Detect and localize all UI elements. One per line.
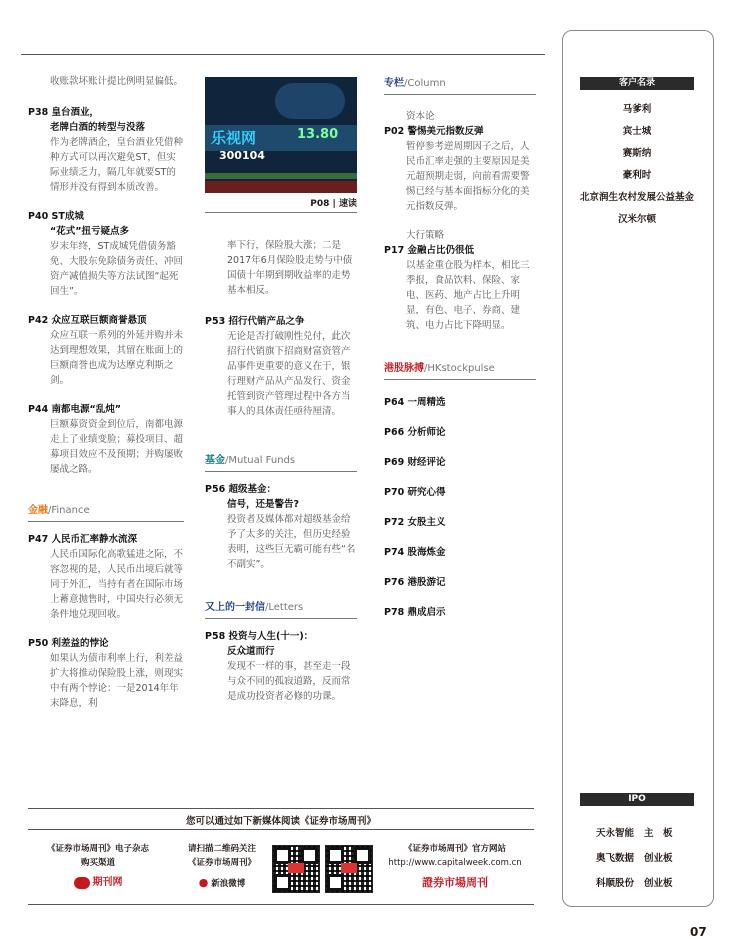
entry-title: 鼎成启示 bbox=[407, 607, 446, 618]
ipo-name: 奥飞数据 bbox=[595, 853, 634, 864]
page-ref: P58 bbox=[205, 631, 226, 642]
ipo-item[interactable] bbox=[572, 875, 706, 889]
section-title-cn: 基金 bbox=[205, 455, 225, 466]
weibo-label: 新浪微博 bbox=[211, 879, 246, 889]
page-ref: P50 bbox=[28, 638, 49, 649]
entry-category: 资本论 bbox=[406, 111, 435, 122]
entry-body: 众应互联一系列的外延并购并未达到理想效果，其留在账面上的巨额商誉也成为达摩克利斯之剑。 bbox=[50, 330, 184, 386]
hk-item[interactable] bbox=[384, 485, 536, 500]
page-ref: P70 bbox=[384, 487, 405, 498]
column-3 bbox=[384, 76, 536, 635]
ipo-board: 创业板 bbox=[644, 878, 673, 889]
entry-title: 女股主义 bbox=[407, 517, 446, 528]
page-ref: P53 bbox=[205, 316, 226, 327]
qr-code-icon[interactable] bbox=[325, 845, 373, 893]
client-item[interactable]: 豪利时 bbox=[622, 170, 652, 181]
ipo-list bbox=[572, 825, 706, 900]
ezine-block[interactable] bbox=[34, 842, 162, 890]
entry-body: 人民币国际化高歌猛进之际，不容忽视的是，人民币出境后就等同于外汇，当持有者在国际市场上蓄意抛售时，中国央行必须无条件地兑现回收。 bbox=[50, 549, 184, 620]
entry-title: 一周精选 bbox=[407, 397, 446, 408]
section-title-en: /Letters bbox=[265, 602, 304, 613]
section-title-cn: 金融 bbox=[28, 505, 48, 516]
photo-stripe bbox=[205, 173, 357, 179]
entry-p58[interactable] bbox=[205, 629, 357, 704]
clients-list bbox=[570, 104, 704, 236]
client-item[interactable]: 北京润生农村发展公益基金 bbox=[580, 192, 695, 203]
section-hkstock bbox=[384, 361, 536, 380]
section-title-en: /Finance bbox=[48, 505, 90, 516]
entry-subtitle: 反众道而行 bbox=[227, 646, 275, 657]
photo-caption[interactable] bbox=[205, 196, 357, 209]
page-ref: P02 bbox=[384, 126, 405, 137]
hk-item[interactable] bbox=[384, 575, 536, 590]
entry-p50[interactable] bbox=[28, 636, 184, 711]
entry-p44[interactable] bbox=[28, 402, 184, 477]
photo-rule bbox=[205, 212, 357, 213]
section-letters bbox=[205, 600, 357, 619]
ezine-logo-text: 期刊网 bbox=[92, 877, 123, 888]
page-ref: P78 bbox=[384, 607, 405, 618]
photo-text-name: 乐视网 bbox=[211, 129, 257, 147]
page-ref: P74 bbox=[384, 547, 405, 558]
section-title-en: /HKstockpulse bbox=[424, 363, 495, 374]
entry-title: 人民币汇率静水流深 bbox=[51, 534, 138, 545]
entry-p42[interactable] bbox=[28, 313, 184, 388]
section-finance bbox=[28, 503, 184, 522]
entry-title: 财经评论 bbox=[407, 457, 446, 468]
weibo-icon: ● bbox=[198, 876, 209, 889]
hk-item[interactable] bbox=[384, 425, 536, 440]
entry-title: 研究心得 bbox=[407, 487, 446, 498]
entry-title: 利差益的悖论 bbox=[51, 638, 109, 649]
website-line-1: 《证券市场周刊》官方网站 bbox=[403, 844, 506, 854]
ezine-logo[interactable] bbox=[34, 876, 162, 890]
section-funds bbox=[205, 453, 357, 472]
entry-title: 投资与人生(十一)： bbox=[228, 631, 314, 642]
client-item[interactable]: 赛斯纳 bbox=[622, 148, 652, 159]
photo-stripe bbox=[205, 181, 357, 193]
entry-title: 南都电源“乱炖” bbox=[51, 404, 121, 415]
photo-text-code: 300104 bbox=[219, 149, 265, 162]
entry-title: 股海炼金 bbox=[407, 547, 446, 558]
entry-title: 警惕美元指数反弹 bbox=[407, 126, 484, 137]
page-ref: P08 bbox=[310, 199, 330, 209]
ezine-line-2: 购买渠道 bbox=[80, 858, 115, 868]
weibo-logo[interactable] bbox=[176, 876, 268, 891]
hk-item[interactable] bbox=[384, 395, 536, 410]
column-1 bbox=[28, 74, 184, 725]
top-rule bbox=[21, 54, 545, 55]
ipo-item[interactable] bbox=[572, 850, 706, 864]
page-ref: P17 bbox=[384, 245, 405, 256]
section-title-cn: 专栏 bbox=[384, 78, 404, 89]
entry-p02[interactable] bbox=[384, 109, 536, 214]
entry-p56[interactable] bbox=[205, 482, 357, 572]
client-item[interactable]: 汉米尔顿 bbox=[617, 214, 656, 225]
page-ref: P76 bbox=[384, 577, 405, 588]
entry-subtitle: 老牌白酒的转型与没落 bbox=[50, 122, 146, 133]
lead-paragraph: 收账款坏账计提比例明显偏低。 bbox=[50, 76, 184, 87]
site-logo: 證券市場周刊 bbox=[422, 876, 488, 889]
entry-title: 超级基金： bbox=[228, 484, 277, 495]
page-ref: P40 bbox=[28, 211, 49, 222]
hk-item[interactable] bbox=[384, 545, 536, 560]
entry-title: 众应互联巨额商誉悬顶 bbox=[51, 315, 147, 326]
section-title-cn: 港股脉搏 bbox=[384, 363, 424, 374]
page-ref: P69 bbox=[384, 457, 405, 468]
section-title-en: /Column bbox=[404, 78, 446, 89]
entry-subtitle: 信号，还是警告? bbox=[227, 499, 300, 510]
entry-p47[interactable] bbox=[28, 532, 184, 622]
entry-body: 岁末年终，ST成城凭借债务豁免、大股东免除债务责任、冲回资产减值损失等方法试图“起死回生”。 bbox=[50, 241, 184, 297]
entry-body: 以基金重仓股为样本，相比三季报，食品饮料、保险、家电、医药、地产占比上升明显，有色、电子、券商、建筑、电力占比下降明显。 bbox=[406, 260, 530, 331]
entry-body: 暂停参考逆周期因子之后，人民币汇率走强的主要原因是美元超预期走弱，向前看需要警惕已经与基本面指标分化的美元指数反弹。 bbox=[406, 141, 530, 212]
page-ref: P44 bbox=[28, 404, 49, 415]
footer-rule bbox=[28, 829, 534, 830]
continued-paragraph: 率下行，保险股大涨；二是2017年6月保险股走势与中债国债十年期到期收益率的走势基本相反。 bbox=[227, 240, 353, 296]
caption-separator: | bbox=[332, 199, 336, 209]
entry-body: 巨额募资资金到位后，南都电源走上了业绩变脸；募投项目、超募项目效应不及预期；并购屡败屡战之路。 bbox=[50, 419, 184, 475]
entry-p38[interactable] bbox=[28, 105, 184, 195]
ipo-board: 创业板 bbox=[644, 853, 673, 864]
section-column bbox=[384, 76, 536, 95]
entry-p53[interactable] bbox=[205, 314, 357, 419]
page-number: 07 bbox=[690, 925, 707, 939]
ezine-line-1: 《证券市场周刊》电子杂志 bbox=[46, 844, 149, 854]
footer-rule bbox=[28, 904, 534, 905]
entry-title: ST成城 bbox=[51, 211, 84, 222]
page-ref: P64 bbox=[384, 397, 405, 408]
qr-code-icon[interactable] bbox=[272, 845, 320, 893]
hk-item[interactable] bbox=[384, 605, 536, 620]
entry-body: 投资者及媒体都对超级基金给予了太多的关注，但历史经验表明，这些巨无霸可能有些“名不副实”。 bbox=[227, 514, 356, 570]
section-title-en: /Mutual Funds bbox=[225, 455, 296, 466]
entry-p17[interactable] bbox=[384, 228, 536, 333]
page-ref: P47 bbox=[28, 534, 49, 545]
entry-body: 如果认为债市利率上行，利差益扩大将推动保险股上涨，则现实中有两个悖论：一是2014年年末降息，利 bbox=[50, 653, 184, 709]
entry-p40[interactable] bbox=[28, 209, 184, 299]
client-item[interactable]: 马爹利 bbox=[622, 104, 652, 115]
footer-rule bbox=[28, 808, 534, 809]
page-ref: P42 bbox=[28, 315, 49, 326]
entry-title: 分析师论 bbox=[407, 427, 446, 438]
entry-subtitle: “花式”扭亏疑点多 bbox=[50, 226, 129, 237]
scan-line-2: 《证券市场周刊》 bbox=[187, 858, 256, 868]
ipo-board: 主 板 bbox=[644, 828, 673, 839]
entry-body: 无论是否打破刚性兑付，此次招行代销旗下招商财富资管产品事件更重要的意义在于，银行理财产品从产品发行、资金托管到资产管理过程中各方当事人的具体责任亟待厘清。 bbox=[227, 331, 351, 417]
ipo-item[interactable] bbox=[572, 825, 706, 839]
ipo-header: IPO bbox=[580, 793, 694, 806]
caption-tag: 速读 bbox=[338, 199, 357, 209]
ezine-logo-icon bbox=[74, 877, 90, 889]
hk-item[interactable] bbox=[384, 455, 536, 470]
entry-title: 金融占比仍很低 bbox=[407, 245, 475, 256]
section-title-cn: 又上的一封信 bbox=[205, 602, 265, 613]
photo-text-price: 13.80 bbox=[297, 127, 339, 142]
clients-header: 客户名录 bbox=[580, 77, 694, 90]
entry-body: 发现不一样的事，甚至走一段与众不同的孤寂道路，反而常是成功投资者必修的功课。 bbox=[227, 661, 351, 702]
entry-title: 港股游记 bbox=[407, 577, 446, 588]
scan-line-1: 请扫描二维码关注 bbox=[187, 844, 256, 854]
entry-title: 招行代销产品之争 bbox=[228, 316, 305, 327]
hk-item[interactable] bbox=[384, 515, 536, 530]
entry-category: 大行策略 bbox=[406, 230, 445, 241]
website-block bbox=[380, 842, 530, 890]
client-item[interactable]: 宾士城 bbox=[622, 126, 652, 137]
ipo-name: 科顺股份 bbox=[595, 878, 634, 889]
entry-body: 作为老牌酒企，皇台酒业凭借种种方式可以再次避免ST，但实际业绩乏力，隔几年就要ST的情形并没有得到本质改善。 bbox=[50, 137, 184, 193]
entry-title: 皇台酒业， bbox=[51, 107, 100, 118]
ipo-name: 天永智能 bbox=[595, 828, 634, 839]
page-ref: P72 bbox=[384, 517, 405, 528]
page-ref: P66 bbox=[384, 427, 405, 438]
page-ref: P56 bbox=[205, 484, 226, 495]
website-url[interactable]: http://www.capitalweek.com.cn bbox=[388, 858, 522, 868]
page-ref: P38 bbox=[28, 107, 49, 118]
photo-glow bbox=[275, 83, 345, 119]
scan-block bbox=[176, 842, 268, 891]
article-photo[interactable] bbox=[205, 77, 357, 193]
footer-headline: 您可以通过如下新媒体阅读《证券市场周刊》 bbox=[185, 816, 376, 827]
column-2 bbox=[205, 238, 357, 718]
